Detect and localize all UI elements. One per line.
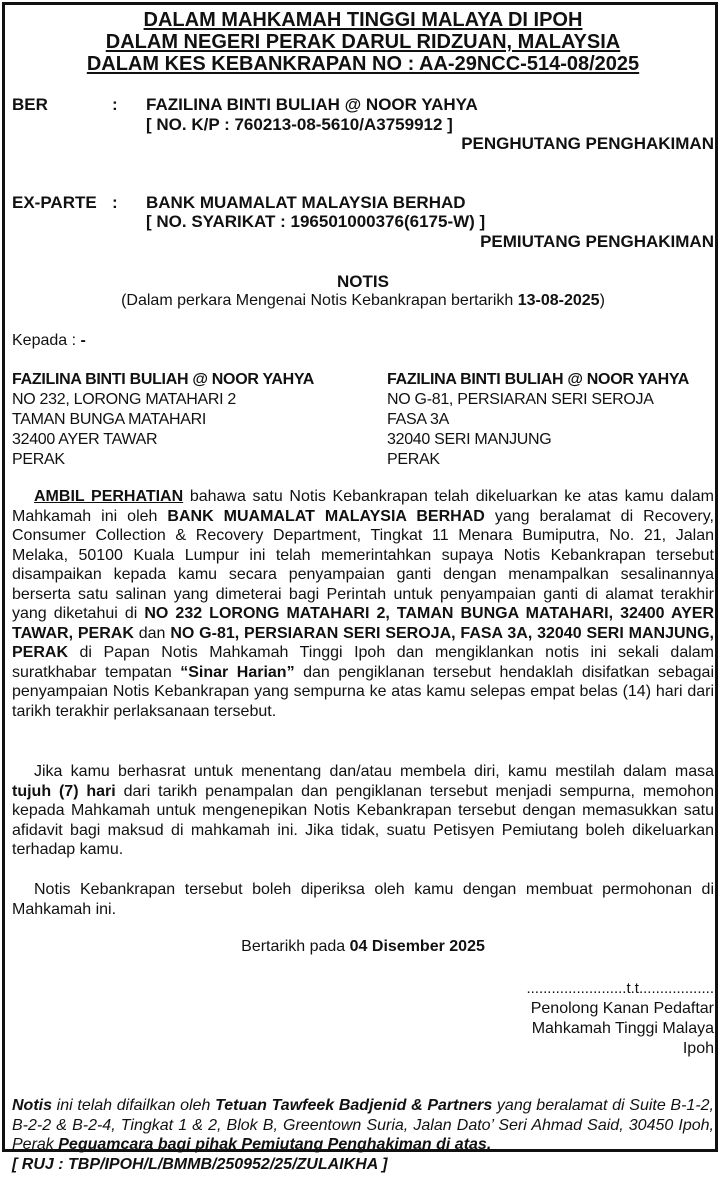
- signatory-title: Penolong Kanan Pedaftar: [530, 1000, 714, 1017]
- exparte-label: EX-PARTE: [12, 193, 97, 212]
- signature-block: [526, 979, 714, 1059]
- notice-subtitle-close: ): [599, 292, 605, 309]
- address-line: FASA 3A: [387, 411, 449, 428]
- court-state: DALAM NEGERI PERAK DARUL RIDZUAN, MALAYSIA: [105, 31, 621, 53]
- address-line: NO G-81, PERSIARAN SERI SEROJA: [387, 391, 654, 408]
- para-text: dan: [133, 624, 171, 642]
- address-block-2: [387, 370, 689, 470]
- paragraph-notice: [12, 487, 714, 721]
- filing-note: [12, 1096, 714, 1174]
- signatory-place: Ipoh: [682, 1040, 714, 1057]
- case-number: DALAM KES KEBANKRAPAN NO : AA-29NCC-514-08/2025: [86, 53, 640, 75]
- deadline: tujuh (7) hari: [12, 782, 116, 800]
- notice-date: 13-08-2025: [517, 292, 600, 309]
- para-text: yang beralamat di Recovery, Consumer Collection & Recovery Department, Tingkat 11 Menara Bumiputra, No. 21, Jalan Melaka, 50100 Kuala Lumpur ini telah memerintahkan supaya Notis Kebankrapan tersebut disampaikan kepada kamu secara penyampaian ganti dengan menampalkan sesalinannya berserta satu salinan yang dimeterai bagi Perintah untuk penyampaian ganti di alamat terakhir yang diketahui di: [12, 507, 714, 622]
- footer-text: yang beralamat di Suite B-1-2, B-2-2 & B-2-4, Tingkat 1 & 2, Blok B, Greentown Suria, Jalan Dato’ Seri Ahmad Said, 30450 Ipoh, Perak: [12, 1097, 715, 1153]
- notice-subtitle: [0, 292, 726, 310]
- dated-date: 04 Disember 2025: [349, 938, 485, 955]
- creditor-name: BANK MUAMALAT MALAYSIA BERHAD: [146, 193, 466, 212]
- creditor-role: PEMIUTANG PENGHAKIMAN: [480, 232, 714, 251]
- paragraph-defence: [12, 762, 714, 860]
- paragraph-inspect: [12, 880, 714, 919]
- court-header: [0, 9, 726, 75]
- debtor-name: FAZILINA BINTI BULIAH @ NOOR YAHYA: [146, 95, 478, 114]
- ber-label: BER: [12, 95, 48, 114]
- address-line: 32400 AYER TAWAR: [12, 431, 158, 448]
- notice-title: NOTIS: [337, 272, 389, 291]
- newspaper-name: “Sinar Harian”: [180, 663, 295, 681]
- address-line: PERAK: [387, 451, 440, 468]
- para-text: di Papan Notis Mahkamah Tinggi Ipoh dan mengiklankan notis ini sekali dalam suratkhabar tempatan: [12, 644, 714, 681]
- address-line: NO 232, LORONG MATAHARI 2: [12, 391, 236, 408]
- court-title: DALAM MAHKAMAH TINGGI MALAYA DI IPOH: [143, 9, 583, 31]
- reference-number: [ RUJ : TBP/IPOH/L/BMMB/250952/25/ZULAIKHA ]: [12, 1155, 388, 1173]
- kepada-line: [12, 331, 86, 351]
- address-name: FAZILINA BINTI BULIAH @ NOOR YAHYA: [12, 371, 315, 388]
- law-firm: Tetuan Tawfeek Badjenid & Partners: [215, 1097, 493, 1114]
- debtor-id: [ NO. K/P : 760213-08-5610/A3759912 ]: [146, 115, 453, 134]
- bank-name: BANK MUAMALAT MALAYSIA BERHAD: [167, 507, 485, 525]
- para-text: bahawa satu Notis Kebankrapan telah dikeluarkan ke atas kamu dalam Mahkamah ini oleh: [12, 488, 714, 525]
- dated-line: [0, 937, 726, 957]
- solicitor-role: Peguamcara bagi pihak Pemiutang Penghakiman di atas.: [58, 1136, 492, 1153]
- address-name: FAZILINA BINTI BULIAH @ NOOR YAHYA: [387, 371, 690, 388]
- address-block-1: [12, 370, 314, 470]
- address-line: PERAK: [12, 451, 65, 468]
- signature-dots: ........................t.t..................: [526, 980, 714, 997]
- address-1-bold: NO 232 LORONG MATAHARI 2, TAMAN BUNGA MATAHARI, 32400 AYER TAWAR, PERAK: [12, 605, 715, 642]
- debtor-role: PENGHUTANG PENGHAKIMAN: [461, 134, 714, 153]
- exparte-colon: :: [112, 193, 118, 212]
- address-2-bold: NO G-81, PERSIARAN SERI SEROJA, FASA 3A, 32040 SERI MANJUNG, PERAK: [12, 624, 714, 661]
- signatory-court: Mahkamah Tinggi Malaya: [531, 1020, 714, 1037]
- para-text: Notis Kebankrapan tersebut boleh diperiksa oleh kamu dengan membuat permohonan di Mahkamah ini.: [12, 881, 714, 918]
- footer-text: ini telah difailkan oleh: [52, 1097, 216, 1114]
- footer-notis: Notis: [12, 1097, 52, 1114]
- kepada-dash: -: [80, 332, 86, 349]
- dated-label: Bertarikh pada: [241, 938, 350, 955]
- address-line: 32040 SERI MANJUNG: [387, 431, 552, 448]
- ber-colon: :: [112, 95, 118, 114]
- notice-subtitle-text: (Dalam perkara Mengenai Notis Kebankrapan bertarikh: [121, 292, 518, 309]
- para-text: dan pengiklanan tersebut hendaklah disifatkan sebagai penyampaian Notis Kebankrapan yang sempurna ke atas kamu selepas empat belas (14) hari dari tarikh terakhir perlaksanaan tersebut.: [12, 663, 715, 720]
- ambil-perhatian: AMBIL PERHATIAN: [34, 488, 184, 505]
- creditor-id: [ NO. SYARIKAT : 196501000376(6175-W) ]: [146, 212, 486, 231]
- kepada-label: Kepada :: [12, 332, 81, 349]
- address-line: TAMAN BUNGA MATAHARI: [12, 411, 207, 428]
- para-text: Jika kamu berhasrat untuk menentang dan/atau membela diri, kamu mestilah dalam masa: [34, 763, 714, 780]
- para-text: dari tarikh penampalan dan pengiklanan tersebut menjadi sempurna, memohon kepada Mahkamah untuk mengenepikan Notis Kebankrapan tersebut dengan memasukkan satu afidavit bagi maksud di mahkamah ini. Jika tidak, suatu Petisyen Pemiutang boleh dikeluarkan terhadap kamu.: [12, 782, 714, 858]
